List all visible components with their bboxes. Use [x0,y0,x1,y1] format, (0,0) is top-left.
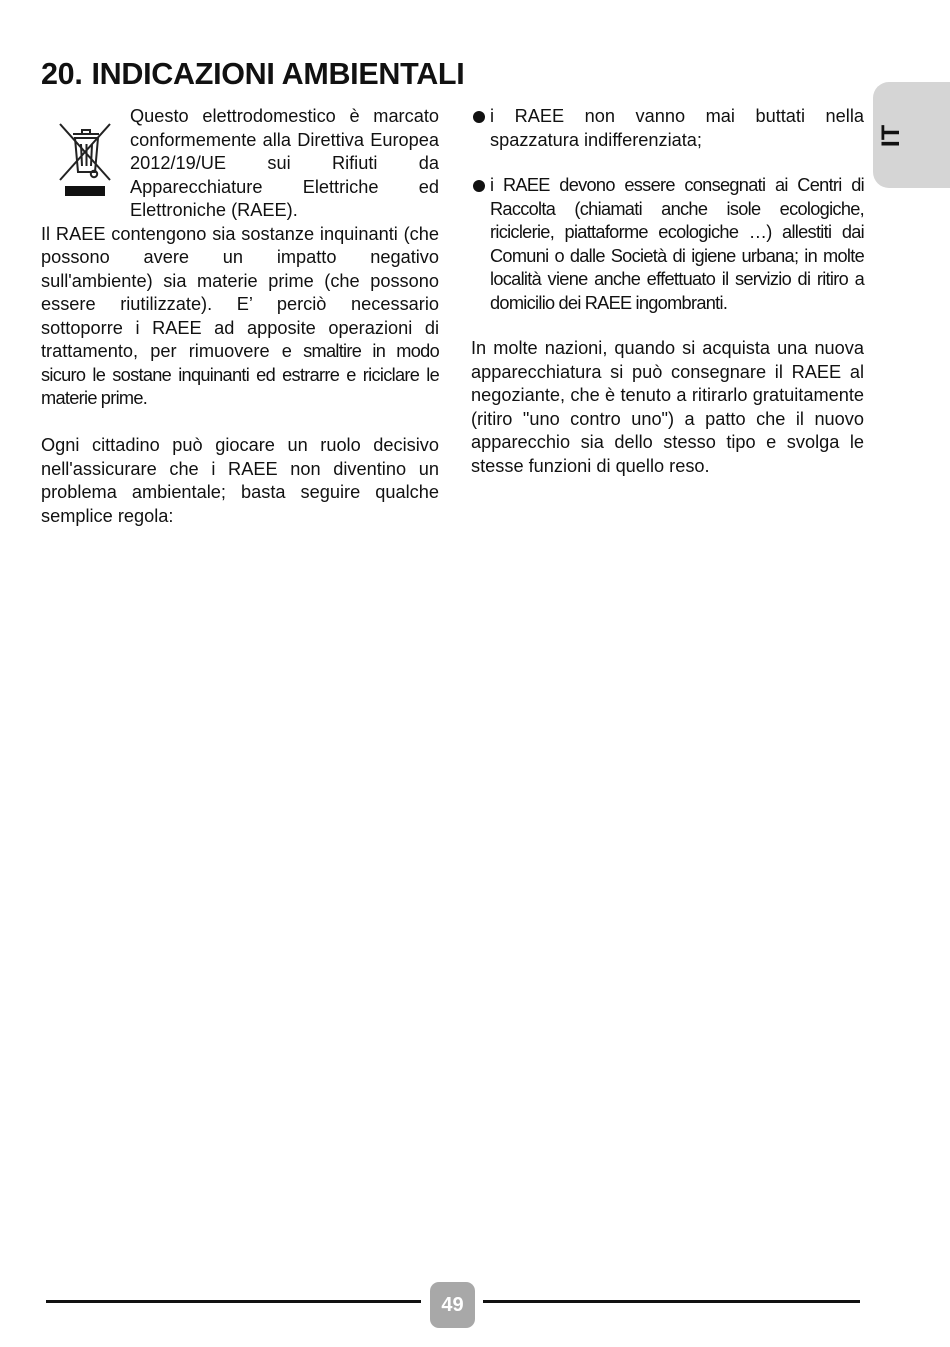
language-tab-label: IT [877,124,905,148]
bullet-item [471,174,864,315]
bullet-text: i RAEE devono essere consegnati ai Centri di Raccolta (chiamati anche isole ecologiche, riciclerie, piattaforme ecologiche …) allestiti dai Comuni o dalle Società di igiene urbana; in molte località viene anche effettuato il servizio di ritiro a domicilio dei RAEE ingombranti. [490,175,864,313]
retailer-return-paragraph: In molte nazioni, quando si acquista una nuova apparecchiatura si può consegnare il RAEE al negoziante, che è tenuto a ritirarlo gratuitamente (ritiro "uno contro uno") a patto che il nuovo apparecchio sia dello stesso tipo e svolga le stesse funzioni di quello reso. [471,338,864,476]
bullet-item [471,105,864,152]
raee-description-main: Il RAEE contengono sia sostanze inquinanti (che possono avere un impatto negativo sull'ambiente) sia materie prime (che possono essere riutilizzate). E’ perciò necessario sottoporre i RAEE ad apposite operazioni di trattamento, per rimuovere e [41,223,439,361]
bullet-dot-icon [473,180,485,192]
raee-description-tail-text: smaltire in modo sicuro le sostane inquinanti ed estrarre e riciclare le materie prime. [41,341,439,408]
intro-paragraph: Questo elettrodomestico è marcato conformemente alla Direttiva Europea 2012/19/UE sui Rifiuti da Apparecchiature Elettriche ed Elettroniche (RAEE). [130,106,439,220]
section-number: 20. [41,57,83,91]
bullet-text: i RAEE non vanno mai buttati nella spazzatura indifferenziata; [490,106,864,150]
raee-description-paragraph [41,223,439,411]
bullet-dot-icon [473,111,485,123]
citizen-role-paragraph: Ogni cittadino può giocare un ruolo decisivo nell'assicurare che i RAEE non diventino un problema ambientale; basta seguire qualche semplice regola: [41,435,439,526]
footer-divider-right [483,1300,860,1303]
right-column [471,105,864,478]
footer-divider-left [46,1300,421,1303]
page-number-badge: 49 [430,1282,475,1328]
section-title [41,52,464,96]
section-title-text: INDICAZIONI AMBIENTALI [91,57,465,91]
left-column [41,105,439,528]
